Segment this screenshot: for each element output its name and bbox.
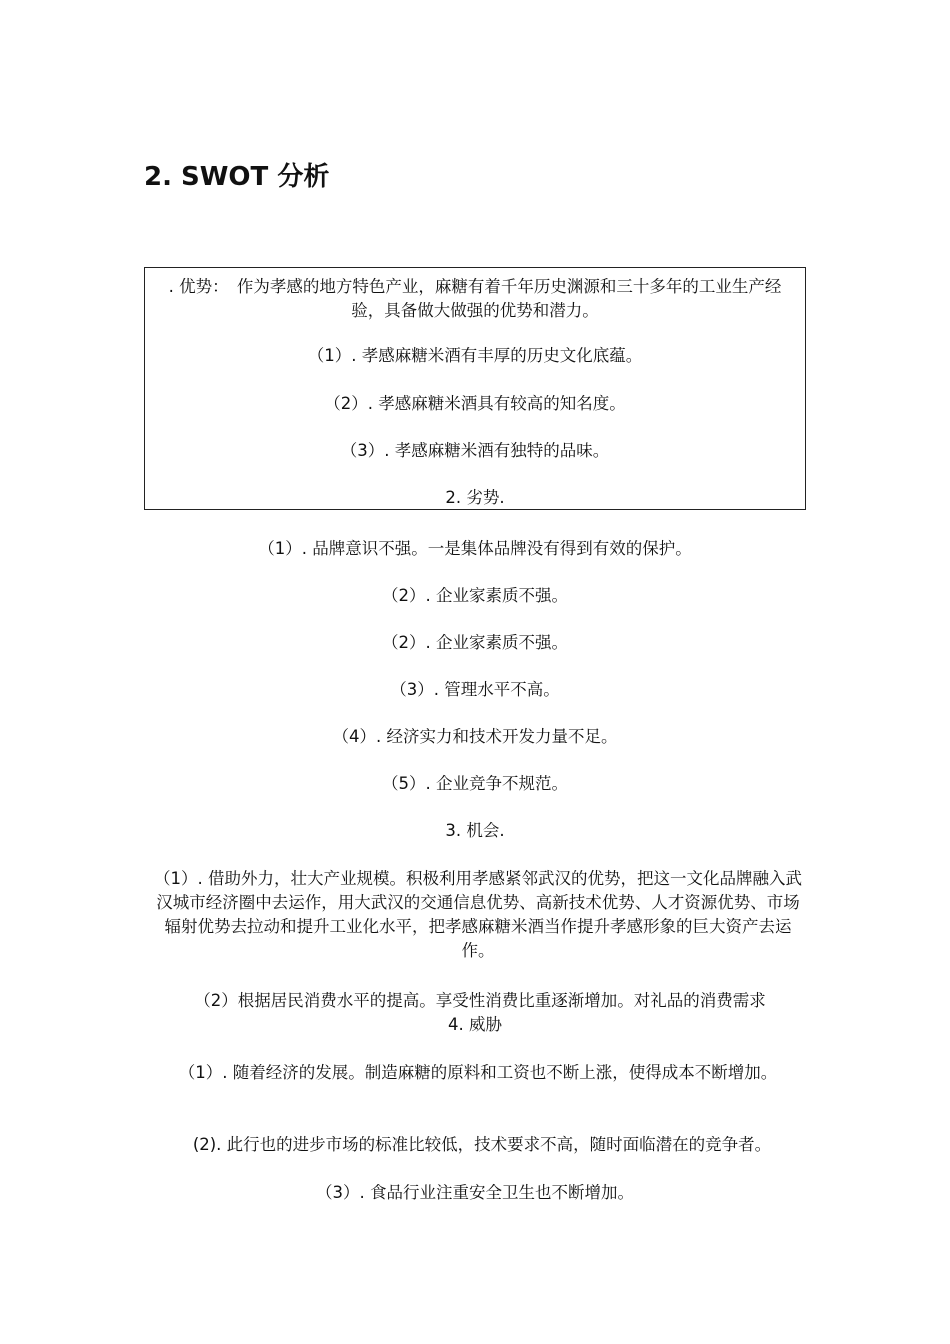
strength-item-2: （2）. 孝感麻糖米酒具有较高的知名度。 (324, 394, 626, 413)
weakness-item-2-repeat: （2）. 企业家素质不强。 (382, 633, 568, 652)
opportunity-item-2: （2）根据居民消费水平的提高。享受性消费比重逐渐增加。对礼品的消费需求 (194, 991, 766, 1010)
strength-item-1: （1）. 孝感麻糖米酒有丰厚的历史文化底蕴。 (307, 346, 643, 365)
threat-item-1: （1）. 随着经济的发展。制造麻糖的原料和工资也不断上涨，使得成本不断增加。 (178, 1063, 778, 1082)
strengths-box (144, 267, 806, 510)
threats-title: 4. 威胁 (448, 1015, 502, 1034)
weakness-item-3: （3）. 管理水平不高。 (390, 680, 560, 699)
strengths-intro: . 优势： 作为孝感的地方特色产业，麻糖有着千年历史渊源和三十多年的工业生产经验，具备做大做强的优势和潜力。 (168, 277, 782, 320)
opportunities-title: 3. 机会. (445, 821, 505, 840)
weakness-item-4: （4）. 经济实力和技术开发力量不足。 (332, 727, 618, 746)
page-title: 2. SWOT 分析 (144, 162, 330, 192)
weakness-item-1: （1）. 品牌意识不强。一是集体品牌没有得到有效的保护。 (258, 539, 692, 558)
threat-item-2: (2). 此行也的进步市场的标准比较低，技术要求不高，随时面临潜在的竞争者。 (192, 1135, 772, 1154)
weaknesses-title: 2. 劣势. (445, 488, 505, 507)
opportunity-item-1: （1）. 借助外力，壮大产业规模。积极利用孝感紧邻武汉的优势，把这一文化品牌融入武汉城市经济圈中去运作，用大武汉的交通信息优势、高新技术优势、人才资源优势、市场辐射优势去拉动和提升工业化水平，把孝感麻糖米酒当作提升孝感形象的巨大资产去运作。 (154, 869, 802, 960)
threat-item-3: （3）. 食品行业注重安全卫生也不断增加。 (316, 1183, 634, 1202)
weakness-item-2: （2）. 企业家素质不强。 (382, 586, 568, 605)
weakness-item-5: （5）. 企业竞争不规范。 (382, 774, 568, 793)
strength-item-3: （3）. 孝感麻糖米酒有独特的品味。 (340, 441, 610, 460)
